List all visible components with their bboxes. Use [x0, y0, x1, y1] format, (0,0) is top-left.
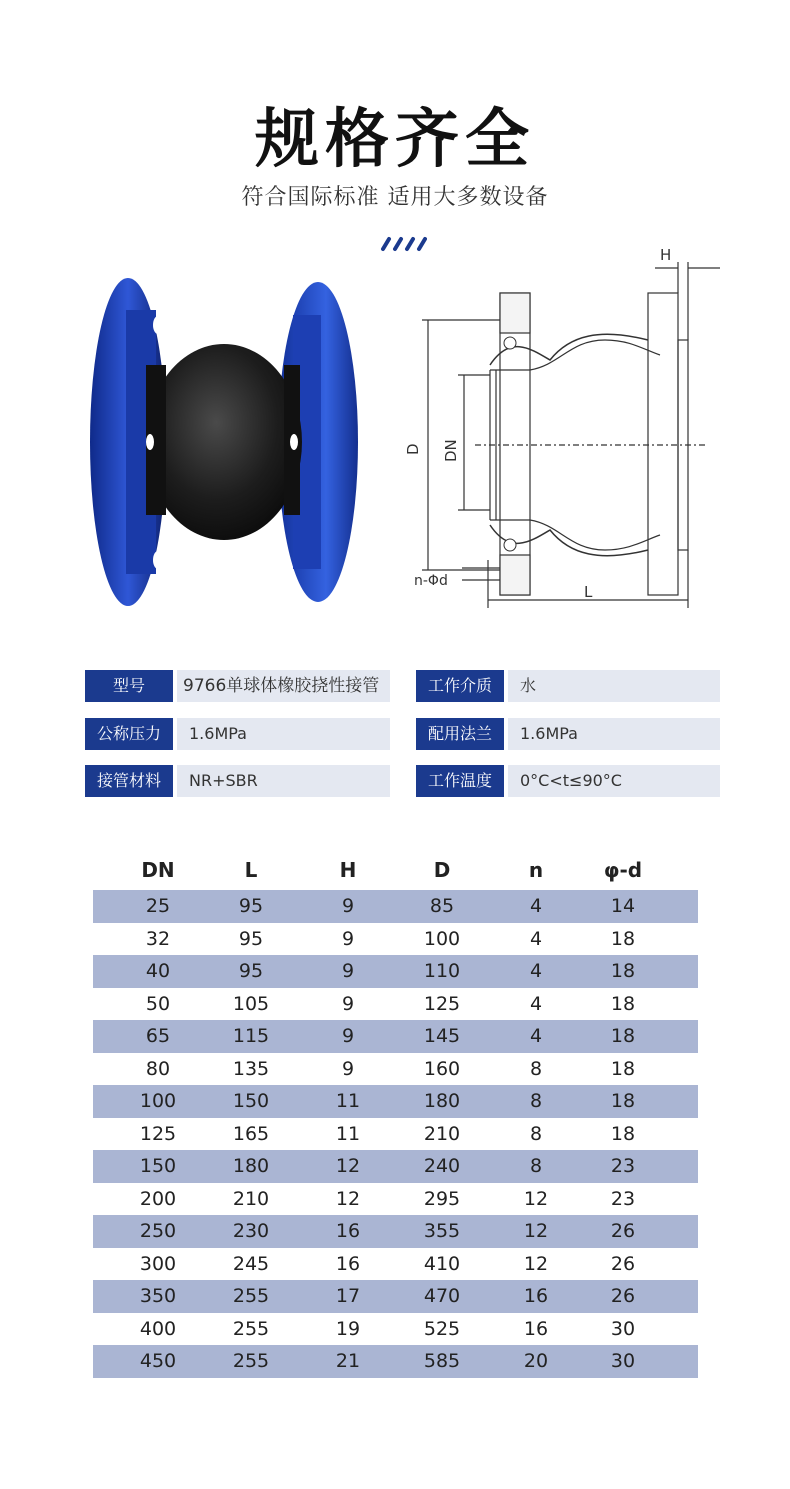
table-cell: 100 [139, 1090, 177, 1112]
table-cell: 8 [529, 1122, 543, 1145]
table-cell: 18 [610, 960, 636, 982]
table-cell: 85 [429, 895, 455, 917]
table-cell: 585 [423, 1350, 461, 1372]
table-cell: 115 [232, 1025, 270, 1047]
spec-label: 型号 [85, 670, 173, 702]
drawing-label-h: H [660, 246, 672, 264]
header-cell: D [433, 858, 451, 882]
table-cell: 165 [232, 1122, 270, 1145]
table-cell: 4 [529, 992, 543, 1015]
table-cell: 23 [610, 1187, 636, 1210]
table-cell: 18 [610, 1057, 636, 1080]
table-cell: 4 [529, 895, 543, 917]
drawing-label-dn: DN [442, 439, 460, 462]
table-cell: 8 [529, 1057, 543, 1080]
table-cell: 19 [335, 1317, 361, 1340]
header-cell: L [244, 858, 258, 882]
table-cell: 9 [341, 927, 355, 950]
table-cell: 125 [139, 1122, 177, 1145]
table-cell: 18 [610, 1122, 636, 1145]
table-cell: 20 [523, 1350, 549, 1372]
table-cell: 12 [523, 1252, 549, 1275]
table-cell: 210 [232, 1187, 270, 1210]
table-cell: 95 [238, 927, 264, 950]
table-cell: 100 [423, 927, 461, 950]
table-cell: 180 [423, 1090, 461, 1112]
product-photo [88, 270, 360, 615]
table-cell: 18 [610, 927, 636, 950]
table-cell: 210 [423, 1122, 461, 1145]
table-cell: 300 [139, 1252, 177, 1275]
table-row [93, 1280, 698, 1313]
table-cell: 12 [523, 1220, 549, 1242]
drawing-label-d: D [404, 443, 422, 455]
table-cell: 200 [139, 1187, 177, 1210]
table-cell: 30 [610, 1317, 636, 1340]
header-cell: n [528, 858, 544, 882]
table-row [93, 1313, 698, 1346]
table-row [93, 923, 698, 956]
table-row [93, 1085, 698, 1118]
technical-drawing [400, 240, 730, 620]
table-row [93, 890, 698, 923]
header-cell: DN [141, 858, 175, 882]
table-cell: 350 [139, 1285, 177, 1307]
table-cell: 295 [423, 1187, 461, 1210]
table-cell: 9 [341, 992, 355, 1015]
header-cell: φ-d [603, 858, 643, 882]
spec-label: 工作温度 [416, 765, 504, 797]
table-row [93, 1183, 698, 1216]
table-cell: 16 [523, 1285, 549, 1307]
drawing-label-n-phi-d: n-Φd [414, 573, 448, 589]
table-cell: 105 [232, 992, 270, 1015]
table-cell: 4 [529, 1025, 543, 1047]
table-cell: 255 [232, 1285, 270, 1307]
table-row [93, 1118, 698, 1151]
table-row [93, 988, 698, 1021]
table-cell: 255 [232, 1350, 270, 1372]
table-cell: 355 [423, 1220, 461, 1242]
spec-label: 公称压力 [85, 718, 173, 750]
table-cell: 80 [145, 1057, 171, 1080]
table-cell: 17 [335, 1285, 361, 1307]
table-cell: 8 [529, 1090, 543, 1112]
table-row [93, 1248, 698, 1281]
table-cell: 150 [232, 1090, 270, 1112]
table-cell: 26 [610, 1220, 636, 1242]
spec-value: NR+SBR [177, 765, 390, 797]
table-cell: 4 [529, 960, 543, 982]
page-subtitle: 符合国际标准 适用大多数设备 [241, 185, 549, 210]
table-cell: 9 [341, 895, 355, 917]
table-cell: 65 [145, 1025, 171, 1047]
table-cell: 95 [238, 895, 264, 917]
table-cell: 145 [423, 1025, 461, 1047]
table-cell: 21 [335, 1350, 361, 1372]
table-cell: 135 [232, 1057, 270, 1080]
page-title: 规格齐全 [255, 103, 535, 177]
table-cell: 525 [423, 1317, 461, 1340]
dimension-table [93, 850, 698, 1378]
spec-value: 1.6MPa [177, 718, 390, 750]
table-cell: 245 [232, 1252, 270, 1275]
table-cell: 9 [341, 1025, 355, 1047]
spec-value: 1.6MPa [508, 718, 720, 750]
table-cell: 14 [610, 895, 636, 917]
table-cell: 16 [335, 1220, 361, 1242]
table-cell: 240 [423, 1155, 461, 1177]
table-cell: 11 [335, 1122, 361, 1145]
table-cell: 9 [341, 1057, 355, 1080]
table-cell: 12 [335, 1187, 361, 1210]
table-cell: 180 [232, 1155, 270, 1177]
table-cell: 30 [610, 1350, 636, 1372]
table-row [93, 1150, 698, 1183]
table-body [93, 890, 698, 1378]
table-cell: 40 [145, 960, 171, 982]
table-cell: 9 [341, 960, 355, 982]
table-cell: 25 [145, 895, 171, 917]
table-row [93, 1345, 698, 1378]
table-cell: 4 [529, 927, 543, 950]
table-cell: 16 [523, 1317, 549, 1340]
table-cell: 450 [139, 1350, 177, 1372]
table-cell: 250 [139, 1220, 177, 1242]
table-cell: 160 [423, 1057, 461, 1080]
table-row [93, 1020, 698, 1053]
table-cell: 410 [423, 1252, 461, 1275]
spec-value: 9766单球体橡胶挠性接管 [177, 670, 390, 702]
spec-label: 接管材料 [85, 765, 173, 797]
table-cell: 23 [610, 1155, 636, 1177]
spec-value: 水 [508, 670, 720, 702]
spec-label: 工作介质 [416, 670, 504, 702]
table-cell: 12 [335, 1155, 361, 1177]
table-cell: 18 [610, 1025, 636, 1047]
spec-label: 配用法兰 [416, 718, 504, 750]
table-cell: 8 [529, 1155, 543, 1177]
spec-value: 0°C<t≤90°C [508, 765, 720, 797]
header-cell: H [339, 858, 357, 882]
table-row [93, 955, 698, 988]
table-cell: 26 [610, 1285, 636, 1307]
table-cell: 18 [610, 992, 636, 1015]
table-cell: 32 [145, 927, 171, 950]
table-cell: 11 [335, 1090, 361, 1112]
table-header [93, 850, 698, 890]
table-cell: 12 [523, 1187, 549, 1210]
table-cell: 150 [139, 1155, 177, 1177]
table-cell: 18 [610, 1090, 636, 1112]
table-cell: 95 [238, 960, 264, 982]
table-cell: 26 [610, 1252, 636, 1275]
table-cell: 400 [139, 1317, 177, 1340]
table-cell: 230 [232, 1220, 270, 1242]
table-cell: 50 [145, 992, 171, 1015]
table-cell: 125 [423, 992, 461, 1015]
drawing-label-l: L [584, 583, 593, 601]
table-cell: 470 [423, 1285, 461, 1307]
table-row [93, 1215, 698, 1248]
table-row [93, 1053, 698, 1086]
table-cell: 255 [232, 1317, 270, 1340]
table-cell: 110 [423, 960, 461, 982]
table-cell: 16 [335, 1252, 361, 1275]
